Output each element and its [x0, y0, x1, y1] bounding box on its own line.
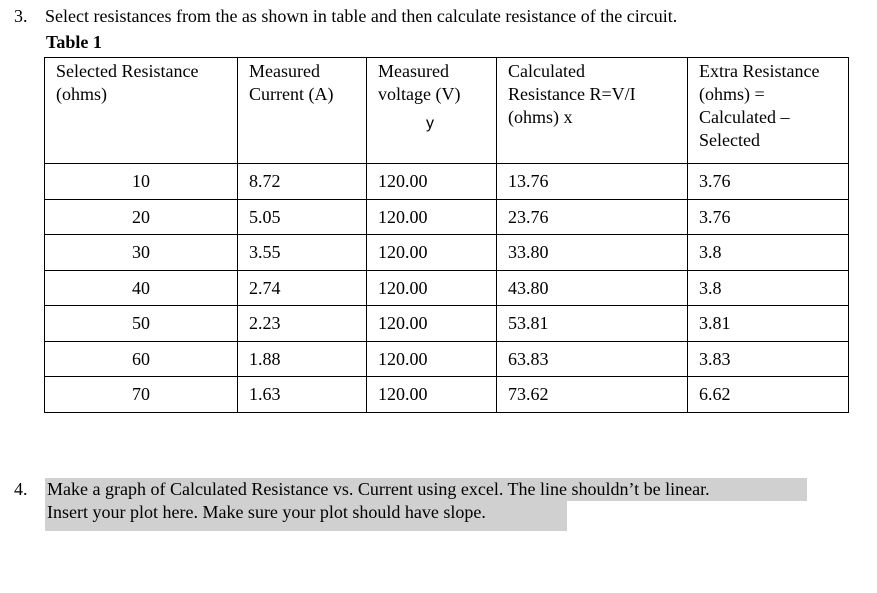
header-measured-current [238, 58, 367, 164]
table-row [45, 377, 849, 413]
table-row [45, 270, 849, 306]
cell-calculated-resistance: 53.81 [497, 306, 688, 342]
cell-calculated-resistance: 13.76 [497, 164, 688, 200]
cell-current: 1.88 [238, 341, 367, 377]
table-caption: Table 1 [46, 32, 102, 52]
question-3-text: Select resistances from the as shown in table and then calculate resistance of the circuit. [45, 6, 678, 26]
cell-calculated-resistance: 63.83 [497, 341, 688, 377]
cell-extra-resistance: 3.76 [688, 164, 849, 200]
header-selected-resistance [45, 58, 238, 164]
cell-voltage: 120.00 [367, 270, 497, 306]
question-4-line-2: Insert your plot here. Make sure your plot should have slope. [47, 502, 486, 522]
cell-calculated-resistance: 33.80 [497, 235, 688, 271]
cell-current: 2.23 [238, 306, 367, 342]
cell-voltage: 120.00 [367, 306, 497, 342]
cell-calculated-resistance: 73.62 [497, 377, 688, 413]
header-line: Calculated [508, 61, 585, 81]
header-line: Measured [378, 61, 449, 81]
header-line: Measured [249, 61, 320, 81]
header-line: Resistance R=V/I [508, 84, 636, 104]
cell-selected-resistance: 10 [45, 164, 238, 200]
cell-extra-resistance: 3.81 [688, 306, 849, 342]
cell-selected-resistance: 20 [45, 199, 238, 235]
table-row [45, 199, 849, 235]
header-extra-resistance [688, 58, 849, 164]
cell-selected-resistance: 40 [45, 270, 238, 306]
y-axis-marker: y [426, 115, 434, 132]
cell-extra-resistance: 3.76 [688, 199, 849, 235]
question-4-line-1: Make a graph of Calculated Resistance vs. Current using excel. The line shouldn’t be linear. [45, 478, 807, 501]
cell-extra-resistance: 3.83 [688, 341, 849, 377]
table-row [45, 306, 849, 342]
header-line: Selected [699, 130, 760, 150]
table-row [45, 164, 849, 200]
cell-voltage: 120.00 [367, 164, 497, 200]
question-3-number: 3. [14, 6, 28, 26]
cell-voltage: 120.00 [367, 235, 497, 271]
cell-extra-resistance: 3.8 [688, 235, 849, 271]
cell-voltage: 120.00 [367, 199, 497, 235]
cell-voltage: 120.00 [367, 341, 497, 377]
header-line: Selected Resistance [56, 61, 199, 81]
cell-selected-resistance: 50 [45, 306, 238, 342]
cell-selected-resistance: 30 [45, 235, 238, 271]
cell-selected-resistance: 60 [45, 341, 238, 377]
cell-calculated-resistance: 43.80 [497, 270, 688, 306]
header-line: (ohms) x [508, 107, 573, 127]
cell-current: 3.55 [238, 235, 367, 271]
cell-voltage: 120.00 [367, 377, 497, 413]
question-4-highlight [45, 478, 710, 531]
table-header-row [45, 58, 849, 164]
header-calculated-resistance [497, 58, 688, 164]
header-line: Current (A) [249, 84, 334, 104]
header-line: (ohms) = [699, 84, 765, 104]
header-measured-voltage [367, 58, 497, 164]
table-row [45, 235, 849, 271]
cell-current: 5.05 [238, 199, 367, 235]
cell-current: 8.72 [238, 164, 367, 200]
cell-selected-resistance: 70 [45, 377, 238, 413]
cell-extra-resistance: 3.8 [688, 270, 849, 306]
cell-current: 1.63 [238, 377, 367, 413]
cell-current: 2.74 [238, 270, 367, 306]
resistance-table [44, 57, 849, 413]
header-line: voltage (V) [378, 84, 461, 104]
header-line: Extra Resistance [699, 61, 820, 81]
header-line: (ohms) [56, 84, 107, 104]
cell-calculated-resistance: 23.76 [497, 199, 688, 235]
header-line: Calculated – [699, 107, 790, 127]
question-4-number: 4. [14, 479, 28, 499]
table-row [45, 341, 849, 377]
cell-extra-resistance: 6.62 [688, 377, 849, 413]
